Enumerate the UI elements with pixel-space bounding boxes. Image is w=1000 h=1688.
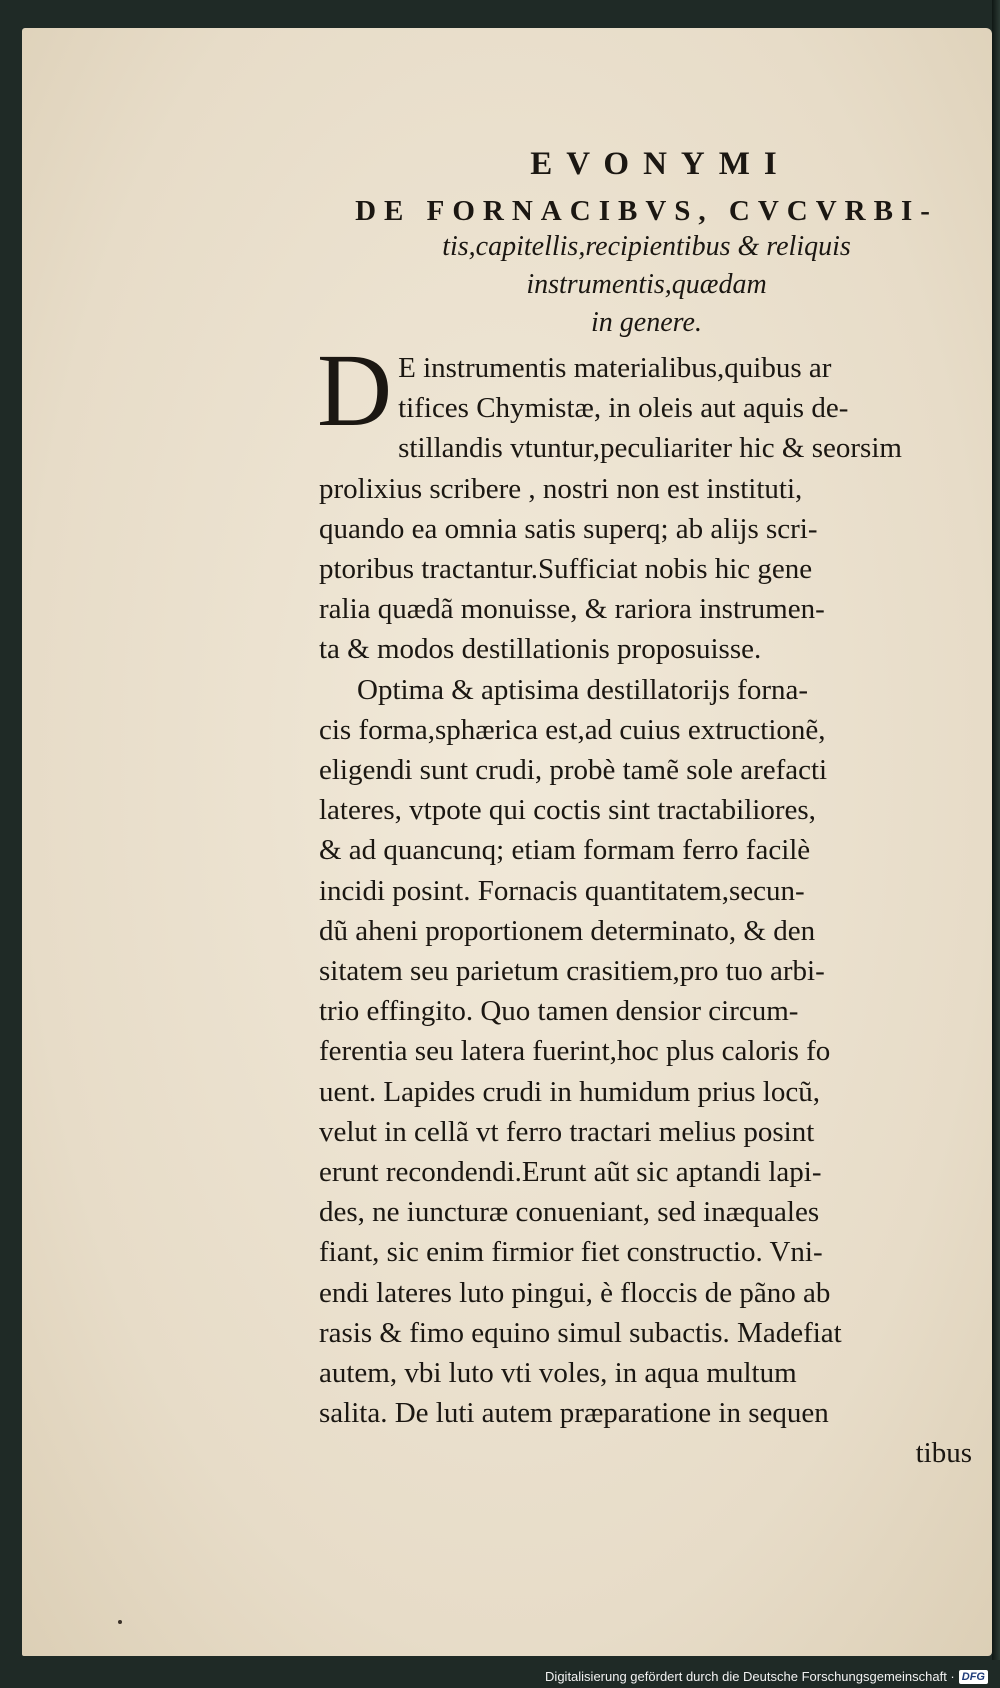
running-head: EVONYMI — [530, 146, 791, 182]
text-line: E instrumentis materialibus,quibus ar — [398, 352, 832, 384]
text-line: tifices Chymistæ, in oleis aut aquis de- — [398, 392, 849, 425]
book-binding-edge — [992, 0, 1000, 1660]
text-line: autem, vbi luto vti voles, in aqua multum — [319, 1357, 797, 1390]
catchword: tibus — [915, 1437, 972, 1470]
text-line: & ad quancunq; etiam formam ferro facilè — [319, 834, 811, 867]
chapter-title: DE FORNACIBVS, CVCVRBI- — [355, 195, 938, 227]
footer-credit-text: Digitalisierung gefördert durch die Deutsche Forschungsgemeinschaft · — [545, 1669, 955, 1684]
subtitle-line: instrumentis,quædam — [526, 269, 767, 300]
text-line: prolixius scribere , nostri non est instituti, — [319, 472, 803, 505]
subtitle-line: tis,capitellis,recipientibus & reliquis — [442, 231, 851, 262]
text-line: rasis & fimo equino simul subactis. Madefiat — [319, 1316, 842, 1349]
text-line: cis forma,sphærica est,ad cuius extructionẽ, — [319, 713, 826, 746]
text-line: des, ne iuncturæ conueniant, sed inæquales — [319, 1196, 820, 1229]
text-line: stillandis vtuntur,peculiariter hic & seorsim — [398, 432, 902, 465]
text-line: Optima & aptisima destillatorijs forna- — [357, 673, 809, 706]
text-line: dũ aheni proportionem determinato, & den — [319, 914, 816, 947]
text-line: eligendi sunt crudi, probè tamẽ sole arefacti — [319, 754, 828, 787]
text-line: ptoribus tractantur.Sufficiat nobis hic gene — [319, 553, 813, 586]
paragraph-2 — [319, 670, 974, 1434]
book-page — [22, 28, 992, 1656]
text-line: velut in cellã vt ferro tractari melius posint — [319, 1115, 815, 1148]
text-column — [319, 146, 974, 1473]
text-line: sitatem seu parietum crasitiem,pro tuo arbi- — [319, 955, 825, 988]
text-line: ralia quædã monuisse, & rariora instrumen- — [319, 593, 825, 626]
text-line: endi lateres luto pingui, è floccis de pãno ab — [319, 1276, 831, 1309]
text-line: uent. Lapides crudi in humidum prius locũ, — [319, 1075, 820, 1108]
paragraph-1 — [317, 333, 974, 670]
text-line: ta & modos destillationis proposuisse. — [319, 633, 762, 666]
text-line: quando ea omnia satis superq; ab alijs scri- — [319, 512, 818, 545]
text-line: fiant, sic enim firmior fiet constructio. Vni- — [319, 1236, 823, 1269]
dfg-logo-icon: DFG — [959, 1670, 988, 1684]
chapter-subtitle — [319, 228, 974, 342]
digitization-footer — [545, 1669, 988, 1684]
text-line: trio effingito. Quo tamen densior circum- — [319, 995, 799, 1028]
text-line: erunt recondendi.Erunt aũt sic aptandi lapi- — [319, 1156, 822, 1189]
ink-speck — [118, 1620, 122, 1624]
text-line: ferentia seu latera fuerint,hoc plus caloris fo — [319, 1035, 831, 1068]
text-line: salita. De luti autem præparatione in sequen — [319, 1397, 829, 1430]
text-line: incidi posint. Fornacis quantitatem,secun- — [319, 874, 805, 907]
subtitle-line: in genere. — [591, 307, 702, 338]
text-line: lateres, vtpote qui coctis sint tractabiliores, — [319, 794, 816, 827]
drop-cap-initial: D — [317, 333, 393, 448]
